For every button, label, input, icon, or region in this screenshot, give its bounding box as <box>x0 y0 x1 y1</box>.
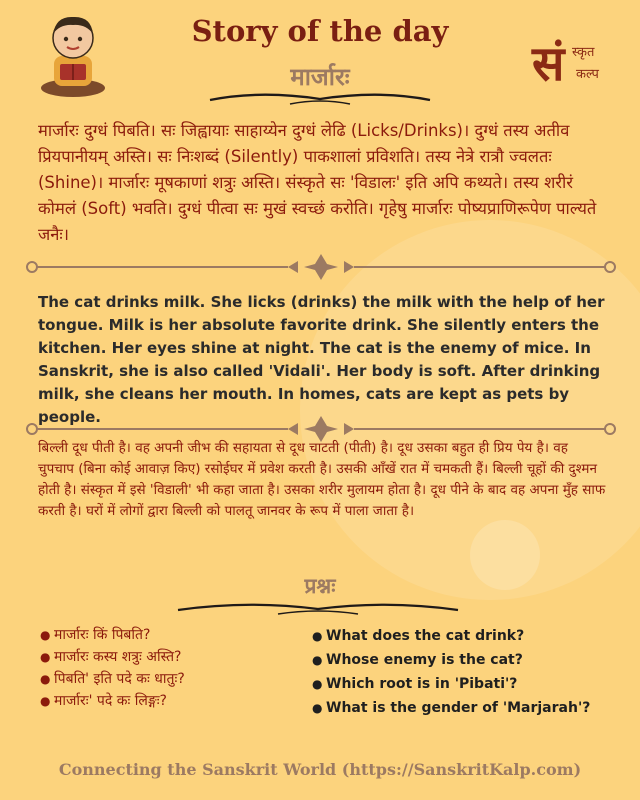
list-item: ● पिबति' इति पदे कः धातुः? <box>40 668 185 690</box>
bullet-icon: ● <box>40 672 51 686</box>
list-item: ● मार्जारः किं पिबति? <box>40 624 185 646</box>
bullet-icon: ● <box>312 629 323 643</box>
page-subtitle: मार्जारः <box>290 62 350 91</box>
sanskrit-questions-list <box>40 624 185 712</box>
list-item: ● Whose enemy is the cat? <box>312 648 590 672</box>
footer-text: Connecting the Sanskrit World (https://SanskritKalp.com) <box>58 760 582 779</box>
hindi-story-paragraph: बिल्ली दूध पीती है। वह अपनी जीभ की सहायता से दूध चाटती (पीती) है। दूध उसका बहुत ही प्रिय पेय है। वह चुपचाप (बिना कोई आवाज़ किए) रसोईघर में प्रवेश करती है। उसकी आँखें रात में चमकती हैं। बिल्ली चूहों की दुश्मन होती है। संस्कृत में इसे 'विडाली' भी कहा जाता है। उसका शरीर मुलायम होता है। दूध पीने के बाद वह अपना मुँह साफ करती है। घरों में लोगों द्वारा बिल्ली को पालतू जानवर के रूप में पाला जाता है। <box>38 440 606 519</box>
logo-text-line2: कल्प <box>576 67 599 82</box>
bullet-icon: ● <box>40 650 51 664</box>
bullet-icon: ● <box>312 653 323 667</box>
list-item: ● मार्जारः कस्य शत्रुः अस्ति? <box>40 646 185 668</box>
sanskritkalp-logo <box>532 36 622 96</box>
title-flourish-divider <box>200 88 440 110</box>
page-title: Story of the day <box>191 14 449 48</box>
bullet-icon: ● <box>40 628 51 642</box>
english-story-paragraph: The cat drinks milk. She licks (drinks) the milk with the help of her tongue. Milk is her absolute favorite drink. She silently enters the kitchen. Her eyes shine at night. The cat is the enemy of mice. In Sanskrit, she is also called 'Vidali'. Her body is soft. After drinking milk, she cleans her mouth. In homes, cats are kept as pets by people. <box>38 293 605 426</box>
logo-text-line1: स्कृत <box>572 45 595 60</box>
questions-heading: प्रश्नः <box>304 574 336 598</box>
english-questions-list <box>312 624 590 720</box>
bullet-icon: ● <box>40 694 51 708</box>
ornamental-divider <box>26 254 616 280</box>
list-item: ● What does the cat drink? <box>312 624 590 648</box>
sanskrit-story-paragraph: मार्जारः दुग्धं पिबति। सः जिह्वायाः साहाय्येन दुग्धं लेढि (Licks/Drinks)। दुग्धं तस्य अतीव प्रियपानीयम् अस्ति। सः निःशब्दं (Silently) पाकशालां प्रविशति। तस्य नेत्रे रात्रौ ज्वलतः (Shine)। मार्जारः मूषकाणां शत्रुः अस्ति। संस्कृते सः 'विडालः' इति अपि कथ्यते। तस्य शरीरं कोमलं (Soft) भवति। दुग्धं पीत्वा सः मुखं स्वच्छं करोति। गृहेषु मार्जारः पोष्यप्राणिरूपेण पाल्यते जनैः। <box>38 121 597 244</box>
list-item: ● Which root is in 'Pibati'? <box>312 672 590 696</box>
questions-flourish-divider <box>168 598 468 620</box>
list-item: ● मार्जारः' पदे कः लिङ्गः? <box>40 690 185 712</box>
bullet-icon: ● <box>312 677 323 691</box>
bullet-icon: ● <box>312 701 323 715</box>
list-item: ● What is the gender of 'Marjarah'? <box>312 696 590 720</box>
logo-glyph: सं <box>532 36 565 92</box>
